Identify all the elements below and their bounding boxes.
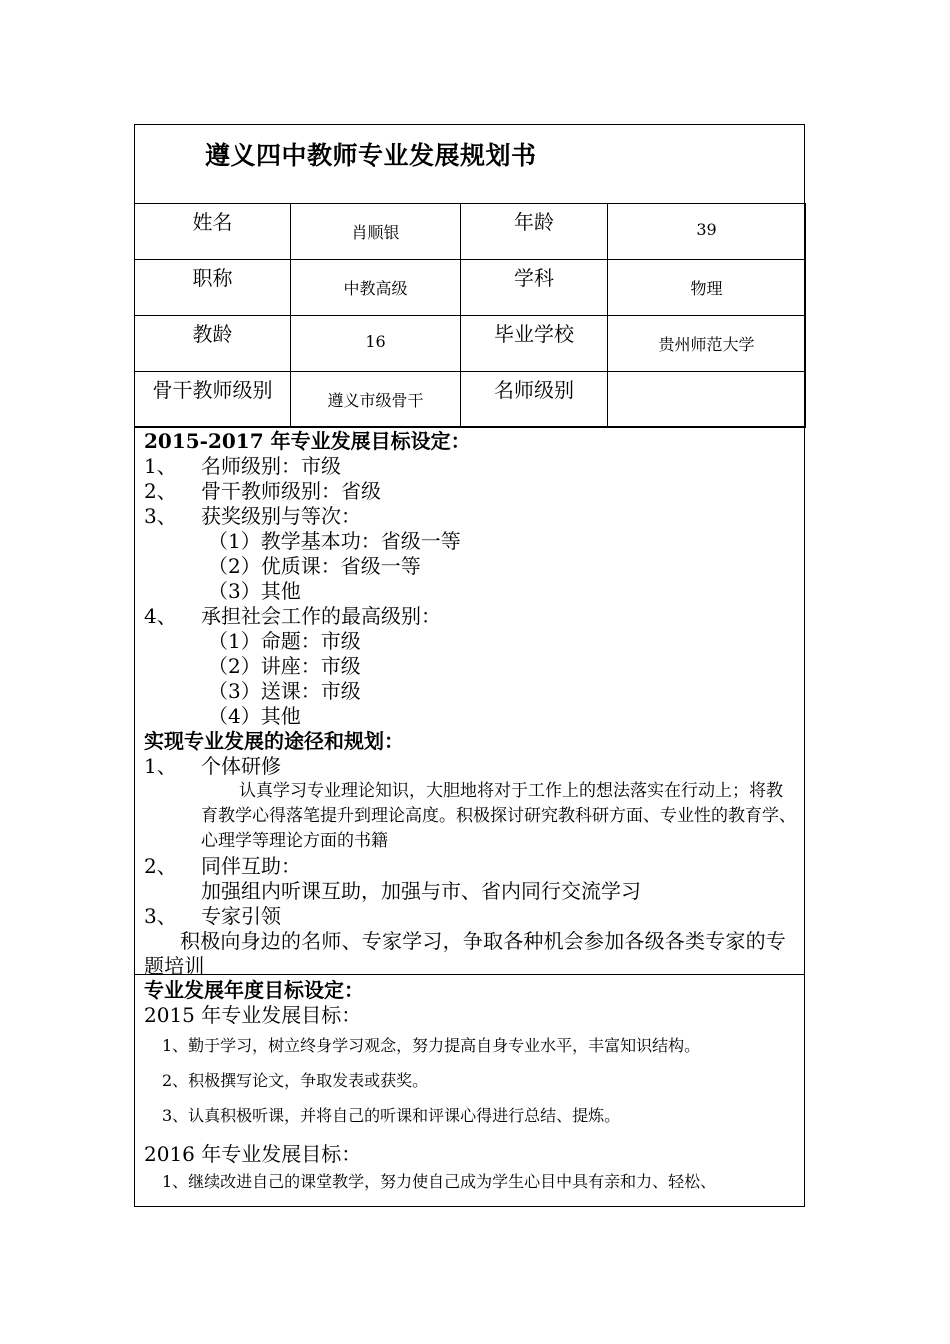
- list-item: 1、 名师级别：市级: [144, 454, 341, 478]
- school-value: 贵州师范大学: [658, 335, 755, 354]
- table-row: [135, 204, 806, 260]
- list-item: （2）优质课：省级一等: [208, 554, 421, 578]
- subject-label: 学科: [514, 266, 554, 290]
- year-2016-title: 2016 年专业发展目标：: [144, 1142, 362, 1166]
- name-label-cell: [135, 204, 291, 260]
- backbone-value-cell: [291, 372, 461, 428]
- subject-value-cell: [608, 260, 806, 316]
- list-item: 1、勤于学习，树立终身学习观念，努力提高自身专业水平，丰富知识结构。: [162, 1036, 701, 1055]
- age-value: 39: [696, 220, 717, 239]
- teacher-info-table: [134, 203, 806, 428]
- backbone-level-label: 骨干教师级别: [152, 378, 273, 402]
- table-row: [135, 260, 806, 316]
- development-path-heading: 实现专业发展的途径和规划：: [144, 729, 404, 753]
- table-row: [135, 316, 806, 372]
- annual-goals-section: [134, 974, 805, 1207]
- famous-teacher-level-label: 名师级别: [494, 378, 574, 402]
- name-value-cell: [291, 204, 461, 260]
- age-label: 年龄: [514, 210, 554, 234]
- teaching-years-label: 教龄: [192, 322, 233, 346]
- list-item: 2、 骨干教师级别：省级: [144, 479, 381, 503]
- list-item: 3、认真积极听课，并将自己的听课和评课心得进行总结、提炼。: [162, 1106, 621, 1125]
- age-value-cell: [608, 204, 806, 260]
- expert-guidance-paragraph: 积极向身边的名师、专家学习，争取各种机会参加各级各类专家的专题培训: [144, 929, 786, 978]
- goals-heading: 2015-2017 年专业发展目标设定：: [144, 429, 471, 453]
- name-value: 肖顺银: [351, 223, 400, 242]
- list-item: （1）命题：市级: [208, 629, 361, 653]
- list-item: 2、积极撰写论文，争取发表或获奖。: [162, 1071, 429, 1090]
- list-item: （2）讲座：市级: [208, 654, 361, 678]
- age-label-cell: [461, 204, 608, 260]
- name-label: 姓名: [192, 210, 233, 234]
- backbone-label-cell: [135, 372, 291, 428]
- list-item: 1、继续改进自己的课堂教学，努力使自己成为学生心目中具有亲和力、轻松、: [162, 1172, 717, 1191]
- list-item: 4、 承担社会工作的最高级别：: [144, 604, 441, 628]
- list-item: 1、 个体研修: [144, 754, 281, 778]
- goals-section: [134, 426, 805, 978]
- year-2015-title: 2015 年专业发展目标：: [144, 1003, 362, 1027]
- subject-value: 物理: [690, 279, 723, 298]
- title-value-cell: [291, 260, 461, 316]
- list-item: 2、 同伴互助：: [144, 854, 301, 878]
- backbone-level-value: 遵义市级骨干: [327, 391, 424, 410]
- list-item: 3、 专家引领: [144, 904, 281, 928]
- list-item: 3、 获奖级别与等次：: [144, 504, 361, 528]
- title-label-cell: [135, 260, 291, 316]
- subject-label-cell: [461, 260, 608, 316]
- famous-value-cell: [608, 372, 806, 428]
- list-item: （3）其他: [208, 579, 301, 603]
- teaching-years-value-cell: [291, 316, 461, 372]
- list-item: （3）送课：市级: [208, 679, 361, 703]
- famous-teacher-level-value: [608, 372, 805, 388]
- teaching-years-value: 16: [365, 332, 386, 351]
- professional-title-label: 职称: [192, 266, 233, 290]
- professional-title-value: 中教高级: [343, 279, 408, 298]
- school-label: 毕业学校: [494, 322, 574, 346]
- table-row: [135, 372, 806, 428]
- self-study-paragraph: 认真学习专业理论知识，大胆地将对于工作上的想法落实在行动上；将教育教学心得落笔提升到理论高度。积极探讨研究教科研方面、专业性的教育学、心理学等理论方面的书籍: [201, 781, 796, 851]
- document-title: 遵义四中教师专业发展规划书: [205, 141, 537, 170]
- list-item: （4）其他: [208, 704, 301, 728]
- teaching-years-label-cell: [135, 316, 291, 372]
- school-value-cell: [608, 316, 806, 372]
- school-label-cell: [461, 316, 608, 372]
- list-item: （1）教学基本功：省级一等: [208, 529, 461, 553]
- famous-label-cell: [461, 372, 608, 428]
- peer-support-paragraph: 加强组内听课互助，加强与市、省内同行交流学习: [201, 879, 641, 903]
- annual-goals-heading: 专业发展年度目标设定：: [144, 978, 364, 1002]
